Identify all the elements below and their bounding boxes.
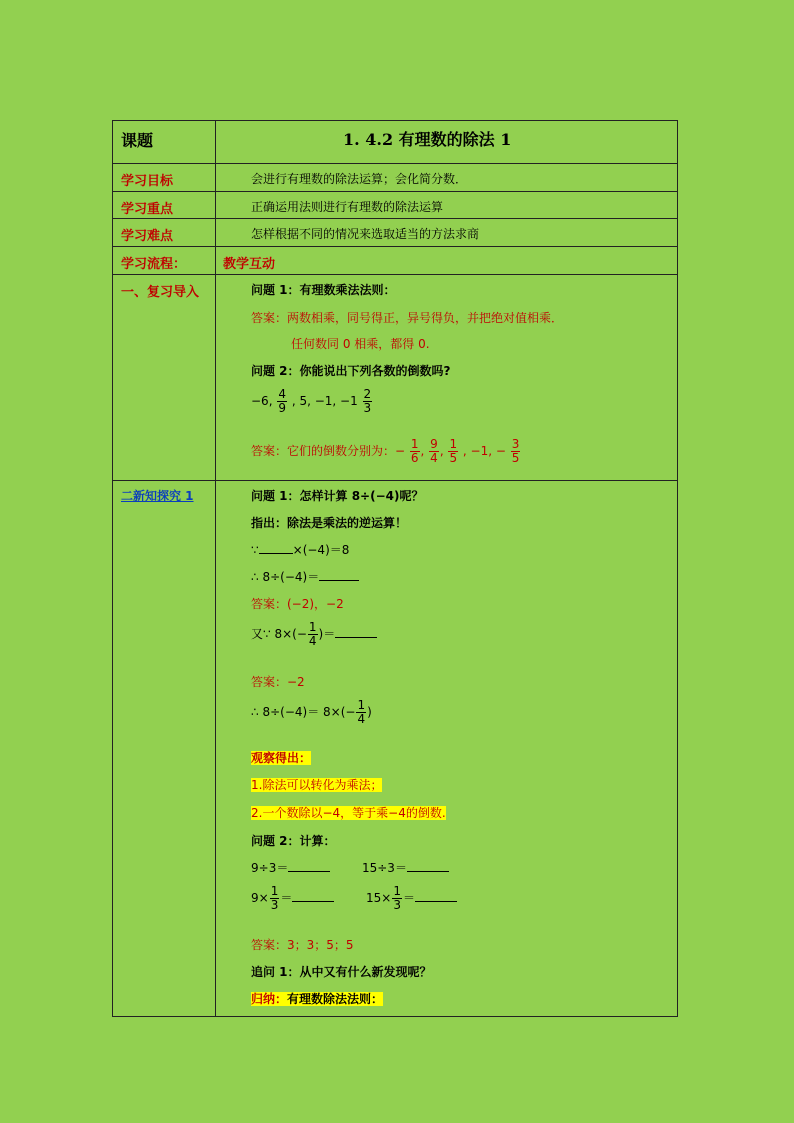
answer-blank[interactable]	[259, 541, 293, 554]
focus-value: 正确运用法则进行有理数的除法运算	[251, 200, 444, 214]
point-label: 指出：	[251, 516, 288, 530]
review-q1	[251, 281, 396, 298]
answer2-prefix: 答案：它们的倒数分别为：−	[251, 444, 406, 458]
topic-label: 课题	[121, 131, 154, 150]
title-row	[113, 121, 677, 164]
goal-label: 学习目标	[121, 174, 174, 189]
fraction-denominator: 3	[393, 898, 401, 912]
answer-blank[interactable]	[319, 568, 359, 581]
fraction-denominator: 5	[511, 451, 520, 465]
fraction-1-4	[308, 621, 318, 648]
answer-blank[interactable]	[292, 889, 334, 902]
fraction-denominator: 4	[357, 712, 366, 726]
explore-section	[113, 481, 677, 1018]
fraction-numerator: 3	[511, 437, 520, 451]
summary-label: 归纳：	[251, 992, 288, 1006]
fraction-denominator: 3	[363, 401, 372, 415]
also-text: 又∵ 8×(−	[251, 627, 307, 641]
answer-blank[interactable]	[288, 859, 330, 872]
answer-blank[interactable]	[335, 625, 377, 638]
fraction-numerator: 2	[363, 387, 372, 401]
fraction-denominator: 4	[308, 634, 317, 648]
observe-item-2	[251, 804, 446, 821]
also-tail: )＝	[318, 627, 336, 641]
summary	[251, 990, 383, 1007]
observe-item-1-text: 1.除法可以转化为乘法；	[251, 778, 383, 792]
review-section	[113, 275, 677, 481]
difficulty-row	[113, 219, 677, 247]
calc-row-2	[251, 885, 457, 912]
calc-row-1	[251, 859, 449, 876]
equals-sign: ＝	[280, 891, 293, 905]
fraction-numerator: 1	[308, 620, 317, 634]
observe-text: 观察得出：	[251, 751, 312, 765]
because-tail: ×(−4)＝8	[292, 543, 350, 557]
fraction-denominator: 4	[430, 451, 438, 465]
fraction-denominator: 5	[449, 451, 458, 465]
explore-q1: 问题 1：怎样计算 8÷(−4)呢？	[251, 489, 424, 503]
observe-heading	[251, 749, 311, 766]
difficulty-value: 怎样根据不同的情况来选取适当的方法求商	[251, 227, 480, 241]
summary-text: 有理数除法法则：	[287, 992, 384, 1006]
answer-blank[interactable]	[407, 859, 449, 872]
fraction-1-6	[410, 438, 420, 465]
goal-row	[113, 164, 677, 192]
review-a2: 答案：它们的倒数分别为：− $\frac{1}{6}$ , $\frac{9}{4}$ , $\frac{1}{5}$ , −1, − $\frac{3}{5}$	[251, 437, 520, 465]
focus-label: 学习重点	[121, 202, 174, 217]
calc-2: 15÷3＝	[361, 861, 407, 875]
page-title: 1. 4.2 有理数的除法 1	[343, 130, 512, 149]
fraction-numerator: 1	[449, 437, 458, 451]
because-symbol: ∵	[251, 543, 259, 557]
numbers-middle: , 5, −1, −1	[291, 394, 358, 408]
fraction-numerator: 1	[357, 698, 366, 712]
fraction-denominator: 9	[278, 401, 286, 415]
review-a1-line1: 答案：两数相乘，同号得正，异号得负，并把绝对值相乘．	[251, 311, 564, 325]
explore-point	[251, 514, 407, 531]
explore-also	[251, 621, 377, 648]
so-tail: )	[367, 705, 372, 719]
review-q1-text: 问题 1：有理数乘法法则：	[251, 283, 396, 297]
explore-ans1: 答案：(−2)，−2	[251, 597, 344, 611]
fraction-numerator: 1	[270, 884, 279, 898]
goal-value: 会进行有理数的除法运算；会化简分数．	[251, 172, 468, 186]
fraction-4-9	[277, 388, 287, 415]
so-text: ∴ 8÷(−4)＝ 8×(−	[251, 705, 356, 719]
fraction-numerator: 1	[393, 884, 401, 898]
answer-blank[interactable]	[415, 889, 457, 902]
flow-label: 学习流程：	[121, 257, 187, 272]
fraction-1-4	[356, 699, 366, 726]
flow-value: 教学互动	[223, 257, 276, 272]
review-numbers	[251, 388, 373, 415]
explore-label: 二新知探究 1	[121, 489, 194, 503]
calc-4-prefix: 15×	[366, 891, 392, 905]
review-q2	[251, 362, 451, 379]
fraction-numerator: 1	[410, 437, 419, 451]
explore-because	[251, 541, 349, 558]
fraction-denominator: 6	[410, 451, 419, 465]
therefore-text: ∴ 8÷(−4)＝	[251, 570, 320, 584]
explore-ans3: 答案：3；3；5；5	[251, 938, 354, 952]
focus-row	[113, 192, 677, 219]
explore-q2: 问题 2：计算：	[251, 834, 336, 848]
equals-sign: ＝	[402, 891, 415, 905]
flow-row	[113, 247, 677, 275]
explore-therefore	[251, 568, 359, 585]
calc-3-prefix: 9×	[251, 891, 269, 905]
fraction-numerator: 9	[430, 437, 438, 451]
fraction-1-3	[392, 885, 402, 912]
lesson-table	[112, 120, 678, 1017]
fraction-1-3	[270, 885, 280, 912]
difficulty-label: 学习难点	[121, 229, 174, 244]
follow-up: 追问 1：从中又有什么新发现呢？	[251, 965, 432, 979]
answer2-middle: , −1, −	[462, 444, 506, 458]
fraction-3-5	[511, 438, 521, 465]
explore-so	[251, 699, 372, 726]
explore-ans2: 答案：−2	[251, 675, 305, 689]
fraction-2-3	[363, 388, 373, 415]
fraction-denominator: 3	[270, 898, 279, 912]
review-q2-text: 问题 2：你能说出下列各数的倒数吗?	[251, 364, 451, 378]
fraction-numerator: 4	[278, 387, 286, 401]
point-text: 除法是乘法的逆运算！	[287, 516, 408, 530]
observe-item-1	[251, 776, 382, 793]
observe-item-2-text: 2.一个数除以−4，等于乘−4的倒数.	[251, 806, 446, 820]
fraction-1-5	[448, 438, 458, 465]
calc-1: 9÷3＝	[251, 861, 289, 875]
fraction-9-4	[429, 438, 439, 465]
numbers-prefix: −6,	[251, 394, 273, 408]
review-label: 一、复习导入	[121, 285, 200, 300]
review-a1-line2: 任何数同 0 相乘，都得 0.	[291, 337, 430, 351]
